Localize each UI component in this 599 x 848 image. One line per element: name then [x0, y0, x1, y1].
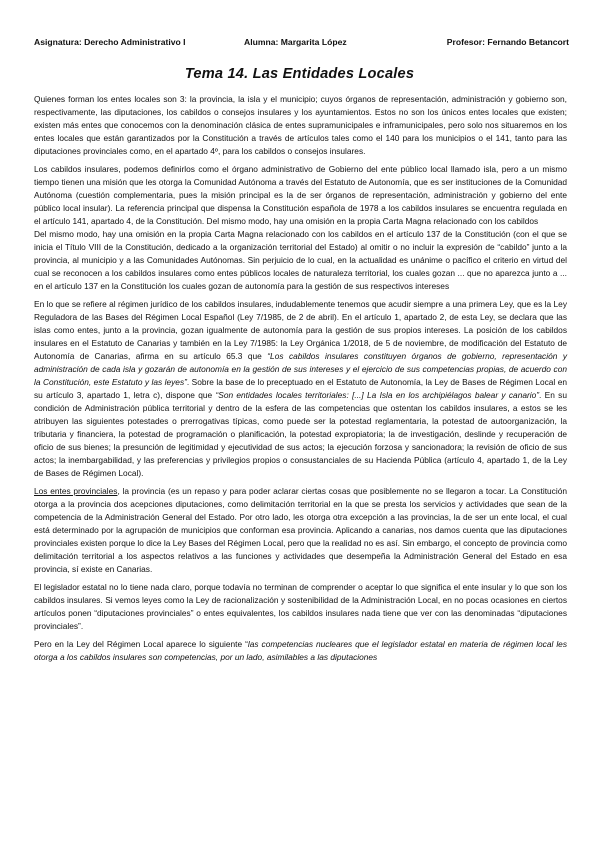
paragraph-7-quote: las competencias nucleares que el legislador estatal en materia de régimen local les otorga a los cabildos insulares son competencias, por un lado, asimilables a las diputaciones	[34, 639, 567, 662]
paragraph-4-quote-2: “Son entidades locales territoriales: [...] La Isla en los archipiélagos balear y canario”	[215, 390, 540, 400]
paragraph-3: Del mismo modo, hay una omisión en la propia Carta Magna relacionado con los cabildos en el artículo 137 de la Constitución (con el que se inicia el Título VIII de la Constitución, dedicado a la organización territorial del Estado) al omitir o no incluir la expresión de “cabildo” junto a la provincia, al municipio y a las Comunidades Autónomas. Sin perjuicio de lo cual, en la actualidad es unánime o pacífico el criterio en virtud del cual se reconocen a los cabildos insulares como entes públicos locales de naturaleza territorial, los cuales gozan ... que no aparezca junto a ... en el artículo 137 en la Constitución los cuales gozan de autonomía para la gestión de sus respectivos intereses	[34, 229, 567, 291]
paragraph-4	[34, 298, 567, 480]
teacher-label: Profesor: Fernando Betancort	[446, 37, 569, 47]
page-header	[34, 37, 569, 51]
paragraph-5-text: , la provincia (es un repaso y para poder aclarar ciertas cosas que posiblemente no se llegaron a tocar. La Constitución otorga a la provincia dos acepciones diputaciones, como delimitación territorial en la que se presta los servicios y actividades que sean de la competencia de la Administración General del Estado. Por otro lado, les otorga otra excepción a las provincias, la de ser un ente local, el cual está determinado por la agrupación de municipios que conforman esa provincia. Aplicando a canarias, nos damos cuenta que las diputaciones provinciales existen porque lo dice la Ley Bases del Régimen Local, pero que la realidad no es así. Sin embargo, el concepto de provincia como delimitación territorial a los aspectos relativos a las funciones y actividades que desempeña la Administración General del Estado en esa provincia, sí existe en Canarias.	[34, 486, 567, 574]
paragraph-7	[34, 638, 567, 664]
paragraph-4-text-b: . Sobre la base de lo preceptuado en el Estatuto de Autonomía, la Ley de Bases de Régimen Local en su artículo 3, apartado 1, letra c), dispone que	[34, 377, 567, 400]
paragraph-4-text-a: En lo que se refiere al régimen jurídico de los cabildos insulares, indudablemente tenemos que acudir siempre a una primera Ley, que es la Ley Reguladora de las Bases del Régimen Local Español (Ley 7/1985, de 2 de abril). En el artículo 1, apartado 2, de esta Ley, se declara que las islas como entes, junto a la provincia, gozan igualmente de autonomía para la gestión de sus propios intereses. La posición de los cabildos insulares en el Estatuto de Canarias y también en la Ley 7/1985: la Ley Orgánica 1/2018, de 5 de noviembre, de modificación del Estatuto de Autonomía de Canarias, afirma en su artículo 65.3 que	[34, 299, 567, 361]
paragraph-2: Los cabildos insulares, podemos definirlos como el órgano administrativo de Gobierno del ente público local llamado isla, pero a un mismo tiempo tienen una misión que les otorga la Comunidad Autónoma a través del Estatuto de Autonomía, que es ser instituciones de la Comunidad Autónoma (cuestión complementaria, pues la misión principal es la de ser órganos de representación, administración y gobierno del ente público local insular). La referencia principal que dispensa la Constitución española de 1978 a los cabildos insulares se encuentra regulada en el artículo 141, apartado 4, de la Constitución. Del mismo modo, hay una omisión en la propia Carta Magna relacionado con los cabildos	[34, 164, 567, 226]
page-title: Tema 14. Las Entidades Locales	[184, 66, 415, 82]
paragraph-7-text: Pero en la Ley del Régimen Local aparece lo siguiente “	[34, 639, 248, 649]
paragraph-5-label: Los entes provinciales	[34, 486, 118, 496]
paragraph-5	[34, 485, 567, 576]
paragraph-1: Quienes forman los entes locales son 3: la provincia, la isla y el municipio; cuyos órganos de representación, administración y gobierno son, respectivamente, las diputaciones, los cabildos o consejos insulares y los ayuntamientos. Estos no son los únicos entes locales que existen; existen más entes que conocemos con la denominación clásica de entes supramunicipales e inframunicipales, pero solo nos situaremos en los entes locales que están garantizados por la Constitución a través de artículos tales como el 140 para los municipios o el 141, tanto para las diputaciones provinciales como, en el apartado 4º, para los cabildos o consejos insulares.	[34, 94, 567, 156]
paragraph-4-text-c: . En su condición de Administración pública territorial y dentro de la esfera de las competencias que ostentan los cabildos insulares, a estos se les atribuyen las siguientes potestades o prerrogativas típicas, como puede ser la potestad reglamentaria, la potestad de autoorganización, la tributaria y financiera, la potestad de programación o planificación, la potestad expropiatoria; la de investigación, deslinde y recuperación de oficio de sus bienes; la presunción de legitimidad y ejecutividad de sus actos; la ejecución forzosa y sancionadora; la revisión de oficio de sus actos; la inembargabilidad, y las preferencias y privilegios propios o consustanciales de su Hacienda Pública (artículo 4, apartado 1, de la Ley de Bases de Régimen Local).	[34, 390, 567, 478]
document-body	[34, 93, 567, 669]
paragraph-4-quote-1: “Los cabildos insulares constituyen órganos de gobierno, representación y administración de cada isla y gozarán de autonomía en la gestión de sus intereses y el ejercicio de sus competencias propias, de acuerdo con la Constitución, este Estatuto y las leyes”	[34, 351, 567, 387]
subject-label: Asignatura: Derecho Administrativo I	[34, 37, 186, 47]
paragraph-6: El legislador estatal no lo tiene nada claro, porque todavía no terminan de comprender o aceptar lo que significa el ente insular y lo que son los cabildos insulares. Si vemos leyes como la Ley de racionalización y sostenibilidad de la Administración Local, en no pocas ocasiones en ciertos artículos ponen “diputaciones provinciales” o entes equivalentes, los cabildos insulares nada tiene que ver con las denominadas “diputaciones provinciales”.	[34, 582, 567, 631]
student-label: Alumna: Margarita López	[244, 37, 347, 47]
